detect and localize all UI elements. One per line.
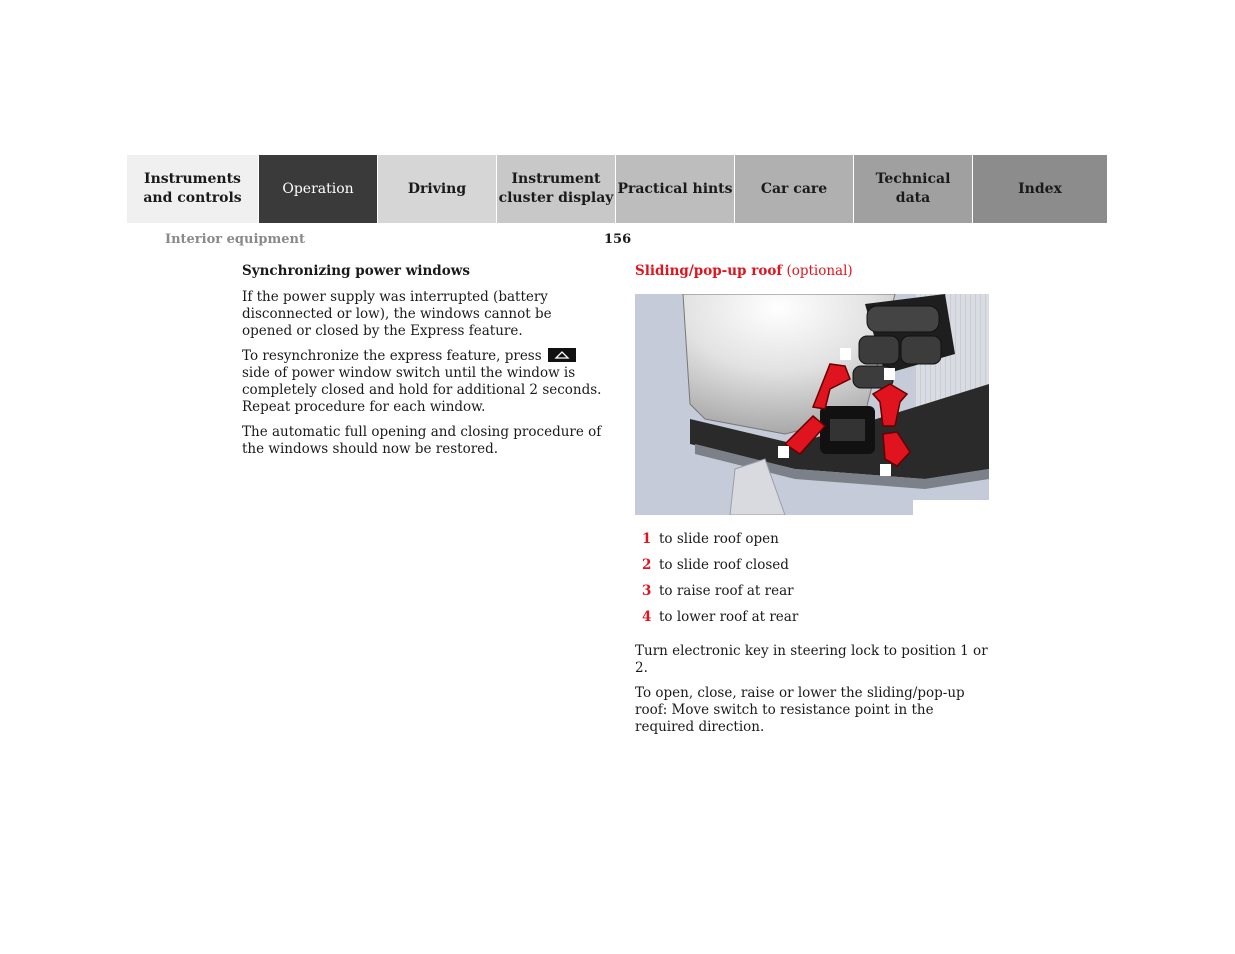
paragraph-2 (242, 348, 602, 416)
legend-text: to raise roof at rear (659, 583, 794, 599)
legend-item (642, 557, 798, 583)
paragraph-1: If the power supply was interrupted (battery disconnected or low), the windows cannot be opened or closed by the Express feature. (242, 289, 552, 339)
nav-tab-car-care[interactable]: Car care (735, 155, 854, 223)
paragraph-3: The automatic full opening and closing procedure of the windows should now be restored. (242, 424, 602, 457)
section-heading: Synchronizing power windows (242, 263, 470, 279)
legend-number: 2 (642, 557, 652, 573)
left-column (242, 263, 602, 466)
roof-legend (642, 531, 798, 635)
legend-text: to lower roof at rear (659, 609, 799, 625)
roof-switch-drawing (635, 294, 989, 515)
window-switch-up-icon (548, 348, 576, 362)
roof-paragraph-2: To open, close, raise or lower the sliding/pop-up roof: Move switch to resistance point in the required direction. (635, 685, 965, 735)
legend-number: 4 (642, 609, 652, 625)
nav-tab-instruments-and-controls[interactable]: Instruments and controls (127, 155, 259, 223)
roof-paragraph-1: Turn electronic key in steering lock to position 1 or 2. (635, 643, 988, 676)
legend-item (642, 609, 798, 635)
nav-tab-technical-data[interactable]: Technical data (854, 155, 973, 223)
chapter-nav (127, 155, 1108, 223)
nav-tab-index[interactable]: Index (973, 155, 1108, 223)
legend-item (642, 531, 798, 557)
right-column-text (635, 643, 995, 744)
nav-tab-instrument-cluster-display[interactable]: Instrument cluster display (497, 155, 616, 223)
paragraph-2-after: side of power window switch until the window is completely closed and hold for additional 2 seconds. Repeat procedure for each window. (242, 365, 602, 415)
roof-title-main: Sliding/pop-up roof (635, 263, 783, 279)
roof-title-note: (optional) (786, 263, 853, 279)
roof-title (635, 263, 989, 280)
paragraph-2-before: To resynchronize the express feature, press (242, 348, 542, 364)
legend-number: 1 (642, 531, 652, 547)
nav-tab-operation[interactable]: Operation (259, 155, 378, 223)
right-column-title (635, 263, 989, 280)
nav-tab-practical-hints[interactable]: Practical hints (616, 155, 735, 223)
roof-switch-illustration (635, 294, 989, 515)
nav-tab-driving[interactable]: Driving (378, 155, 497, 223)
legend-text: to slide roof open (659, 531, 779, 547)
section-title: Interior equipment (165, 232, 305, 247)
legend-item (642, 583, 798, 609)
legend-number: 3 (642, 583, 652, 599)
legend-text: to slide roof closed (659, 557, 789, 573)
page-number: 156 (604, 232, 632, 247)
